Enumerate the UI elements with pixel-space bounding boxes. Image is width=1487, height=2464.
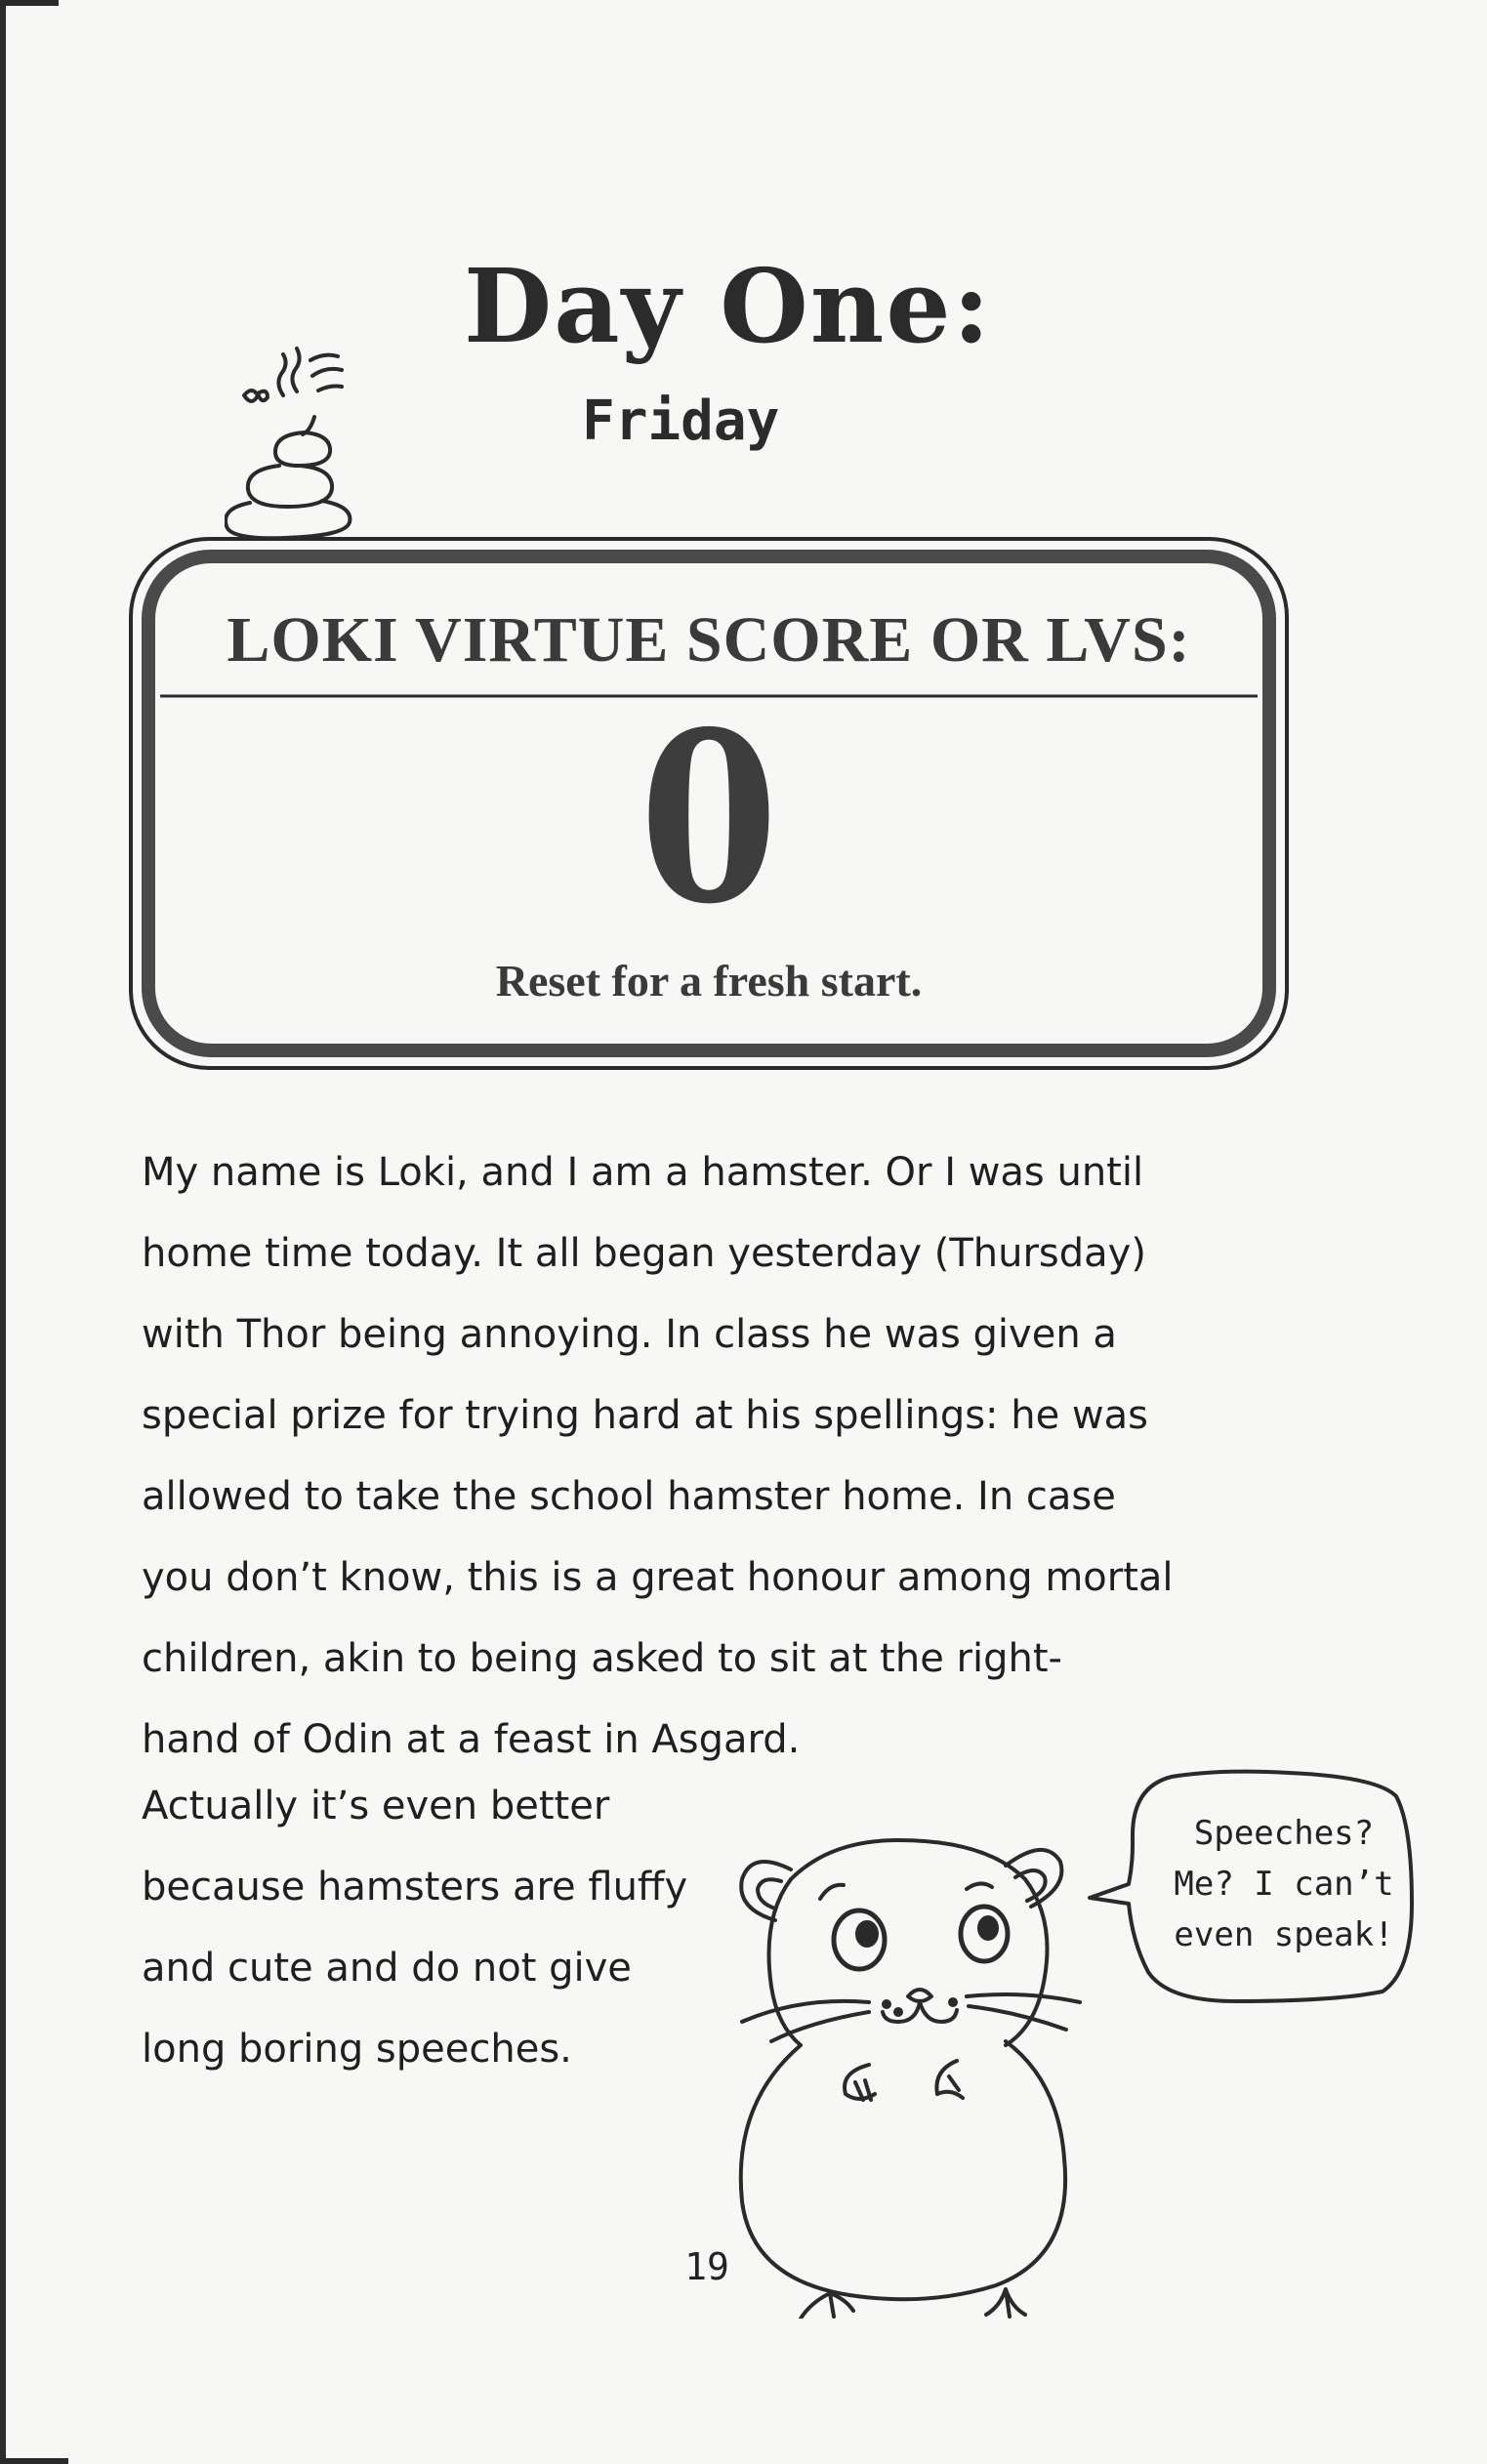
paragraph-line: because hamsters are fluffy [142, 1865, 688, 1910]
paragraph-line: with Thor being annoying. In class he was given a [142, 1312, 1117, 1357]
paragraph-line: and cute and do not give [142, 1946, 632, 1991]
paragraph-line: My name is Loki, and I am a hamster. Or I was until [142, 1150, 1144, 1195]
speech-line: Speeches? [1193, 1814, 1375, 1853]
body-paragraph-continued [142, 1766, 747, 2090]
paragraph-line: hand of Odin at a feast in Asgard. [142, 1717, 801, 1762]
body-paragraph [142, 1132, 1264, 1781]
page-edge-top [0, 0, 59, 6]
paragraph-line: home time today. It all began yesterday (Thursday) [142, 1231, 1146, 1276]
score-box [127, 535, 1291, 1072]
page-edge [0, 0, 6, 2464]
paragraph-line: you don’t know, this is a great honour among mortal [142, 1555, 1174, 1600]
page-edge-bottom [0, 2458, 68, 2464]
poop-icon [225, 337, 361, 542]
hamster-illustration [723, 1772, 1113, 2319]
page-subtitle: Friday [582, 390, 780, 453]
paragraph-line: allowed to take the school hamster home. In case [142, 1474, 1116, 1519]
paragraph-line: long boring speeches. [142, 2027, 572, 2072]
page-title: Day One: [464, 246, 992, 366]
speech-line: Me? I can’t [1174, 1865, 1394, 1904]
score-note: Reset for a fresh start. [495, 956, 923, 1006]
page-number: 19 [684, 2245, 729, 2288]
score-value: 0 [640, 680, 778, 956]
paragraph-line: special prize for trying hard at his spellings: he was [142, 1393, 1148, 1438]
score-label: LOKI VIRTUE SCORE OR LVS: [227, 604, 1191, 676]
paragraph-line: children, akin to being asked to sit at the right- [142, 1636, 1062, 1681]
paragraph-line: Actually it’s even better [142, 1784, 610, 1828]
speech-line: even speak! [1174, 1915, 1394, 1954]
speech-bubble-text [1152, 1808, 1416, 1960]
